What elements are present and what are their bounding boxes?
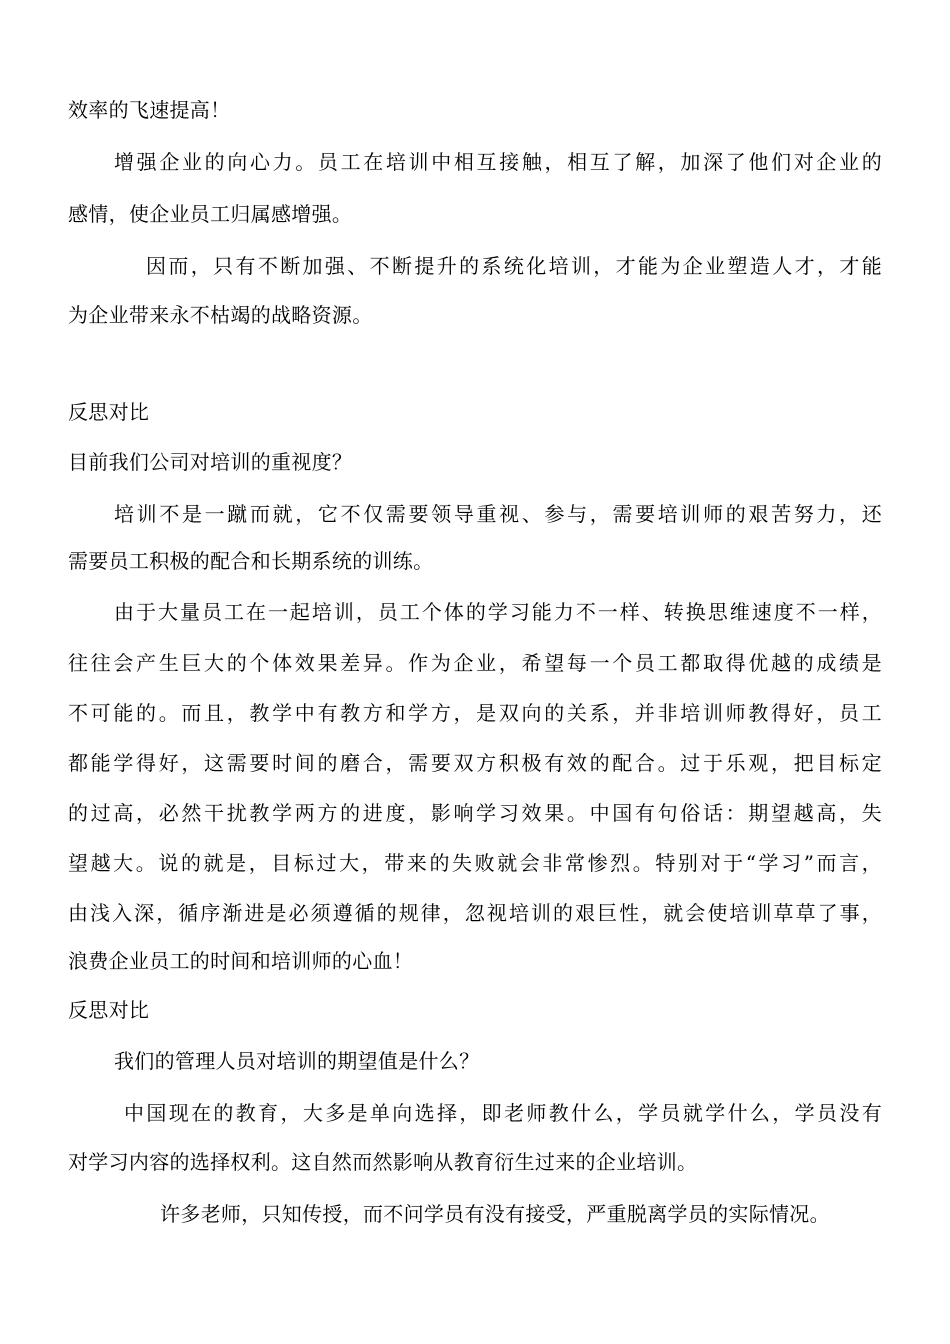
text-line: 为企业带来永不枯竭的战略资源。 (68, 303, 373, 327)
paragraph-line: 由于大量员工在一起培训，员工个体的学习能力不一样、转换思维速度不一样， (114, 600, 882, 624)
section-question: 我们的管理人员对培训的期望值是什么？ (114, 1049, 480, 1073)
paragraph-line: 由浅入深，循序渐进是必须遵循的规律，忽视培训的艰巨性，就会使培训草草了事， (68, 901, 882, 925)
paragraph-line: 往往会产生巨大的个体效果差异。作为企业，希望每一个员工都取得优越的成绩是 (68, 651, 882, 675)
section-heading: 反思对比 (68, 400, 150, 424)
paragraph-line: 都能学得好，这需要时间的磨合，需要双方积极有效的配合。过于乐观，把目标定 (68, 751, 882, 775)
paragraph-line: 中国现在的教育，大多是单向选择，即老师教什么，学员就学什么，学员没有 (124, 1101, 882, 1125)
section-question: 目前我们公司对培训的重视度？ (68, 450, 353, 474)
text-line: 效率的飞速提高！ (68, 98, 231, 122)
paragraph-line: 因而，只有不断加强、不断提升的系统化培训，才能为企业塑造人才，才能 (146, 254, 882, 278)
text-line: 感情，使企业员工归属感增强。 (68, 202, 353, 226)
paragraph-line: 培训不是一蹴而就，它不仅需要领导重视、参与，需要培训师的艰苦努力，还 (114, 502, 882, 526)
text-line: 需要员工积极的配合和长期系统的训练。 (68, 549, 434, 573)
paragraph-line: 望越大。说的就是，目标过大，带来的失败就会非常惨烈。特别对于“学习”而言， (68, 851, 882, 875)
paragraph-line: 增强企业的向心力。员工在培训中相互接触，相互了解，加深了他们对企业的 (114, 150, 882, 174)
section-heading: 反思对比 (68, 998, 150, 1022)
text-line: 浪费企业员工的时间和培训师的心血！ (68, 949, 414, 973)
paragraph-line: 不可能的。而且，教学中有教方和学方，是双向的关系，并非培训师教得好，员工 (68, 701, 882, 725)
paragraph-line: 许多老师，只知传授，而不问学员有没有接受，严重脱离学员的实际情况。 (160, 1202, 830, 1226)
paragraph-line: 的过高，必然干扰教学两方的进度，影响学习效果。中国有句俗话：期望越高，失 (68, 801, 882, 825)
text-line: 对学习内容的选择权利。这自然而然影响从教育衍生过来的企业培训。 (68, 1150, 698, 1174)
